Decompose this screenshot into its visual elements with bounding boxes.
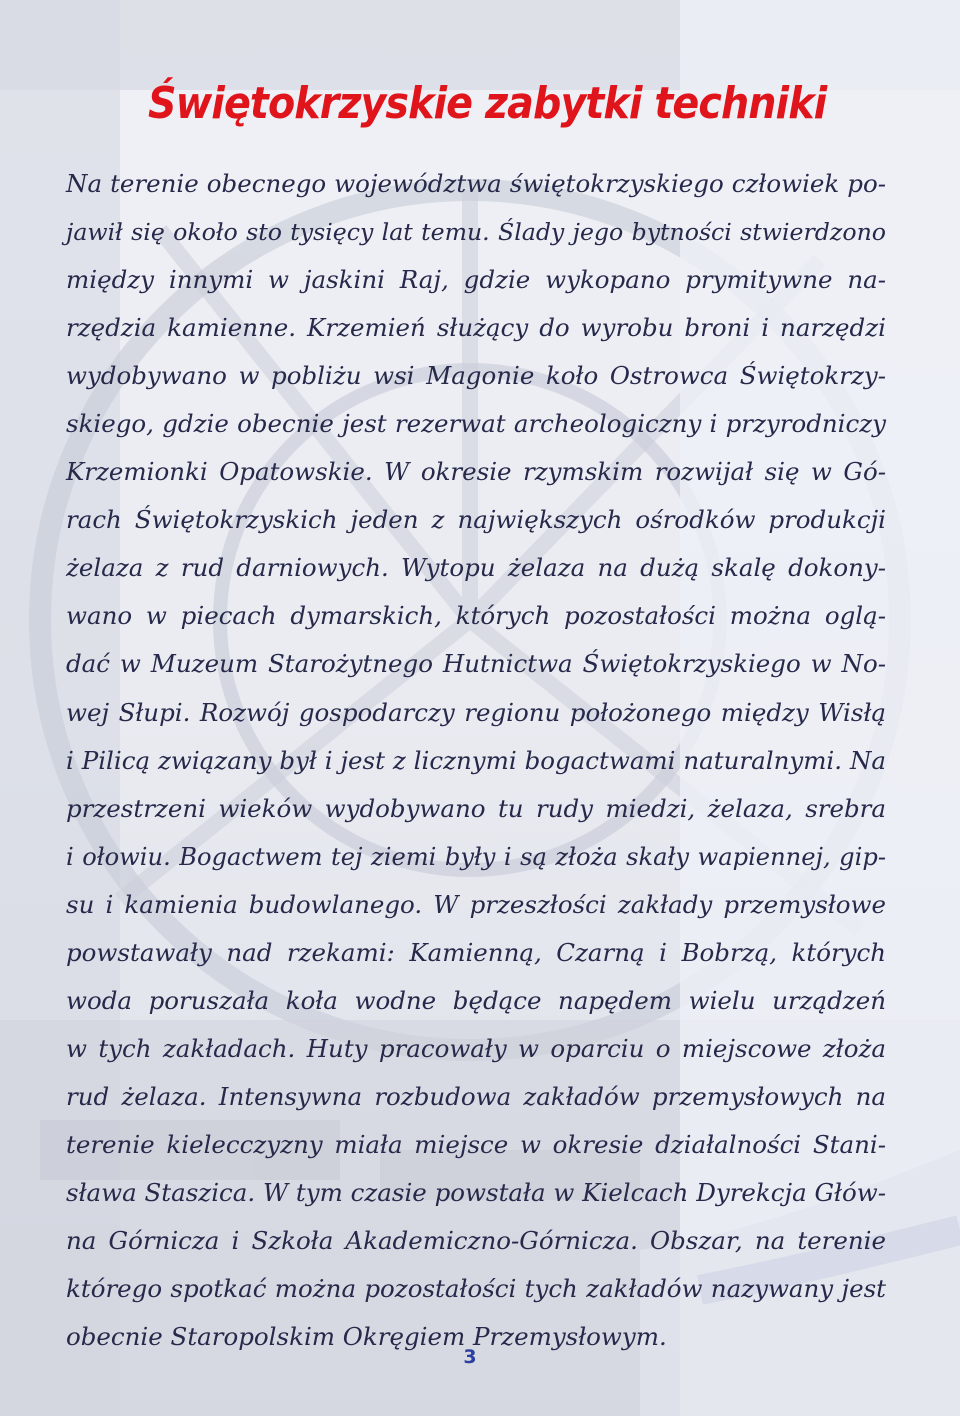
text-line: w tych zakładach. Huty pracowały w oparciu o miejscowe złoża (66, 1033, 886, 1063)
text-line: którego spotkać można pozostałości tych zakładów nazywany jest (66, 1274, 886, 1304)
text-line: wej Słupi. Rozwój gospodarczy regionu położonego między Wisłą (66, 697, 886, 727)
text-line: Na terenie obecnego województwa świętokrzyskiego człowiek po- (66, 169, 886, 198)
text-line: woda poruszała koła wodne będące napędem wielu urządzeń (66, 985, 886, 1015)
text-line: wano w piecach dymarskich, których pozostałości można oglą- (66, 601, 886, 631)
text-line: sława Staszica. W tym czasie powstała w Kielcach Dyrekcja Głów- (66, 1177, 886, 1207)
text-line: skiego, gdzie obecnie jest rezerwat archeologiczny i przyrodniczy (66, 409, 886, 439)
page-title: Świętokrzyskie zabytki techniki (148, 78, 827, 129)
text-line: wydobywano w pobliżu wsi Magonie koło Ostrowca Świętokrzy- (66, 361, 886, 391)
text-line: rach Świętokrzyskich jeden z największych ośrodków produkcji (66, 505, 886, 535)
text-line: jawił się około sto tysięcy lat temu. Ślady jego bytności stwierdzono (66, 218, 886, 247)
text-line: między innymi w jaskini Raj, gdzie wykopano prymitywne na- (66, 265, 886, 295)
text-line: terenie kielecczyzny miała miejsce w okresie działalności Stani- (66, 1129, 886, 1159)
text-line: powstawały nad rzekami: Kamienną, Czarną i Bobrzą, których (66, 937, 886, 967)
text-line: obecnie Staropolskim Okręgiem Przemysłowym. (66, 1322, 667, 1352)
text-line: dać w Muzeum Starożytnego Hutnictwa Świętokrzyskiego w No- (66, 649, 886, 679)
text-line: rzędzia kamienne. Krzemień służący do wyrobu broni i narzędzi (66, 313, 886, 343)
text-line: na Górnicza i Szkoła Akademiczno-Górnicza. Obszar, na terenie (66, 1226, 886, 1256)
text-line: i ołowiu. Bogactwem tej ziemi były i są złoża skały wapiennej, gip- (66, 842, 886, 871)
text-line: rud żelaza. Intensywna rozbudowa zakładów przemysłowych na (66, 1081, 886, 1111)
page-number: 3 (463, 1346, 477, 1368)
body-paragraph (66, 160, 886, 1361)
text-line: przestrzeni wieków wydobywano tu rudy miedzi, żelaza, srebra (66, 793, 886, 823)
text-line: i Pilicą związany był i jest z licznymi bogactwami naturalnymi. Na (66, 745, 886, 775)
text-line: su i kamienia budowlanego. W przeszłości zakłady przemysłowe (66, 889, 886, 919)
text-line: żelaza z rud darniowych. Wytopu żelaza na dużą skalę dokony- (66, 553, 886, 583)
text-line: Krzemionki Opatowskie. W okresie rzymskim rozwijał się w Gó- (66, 457, 886, 487)
